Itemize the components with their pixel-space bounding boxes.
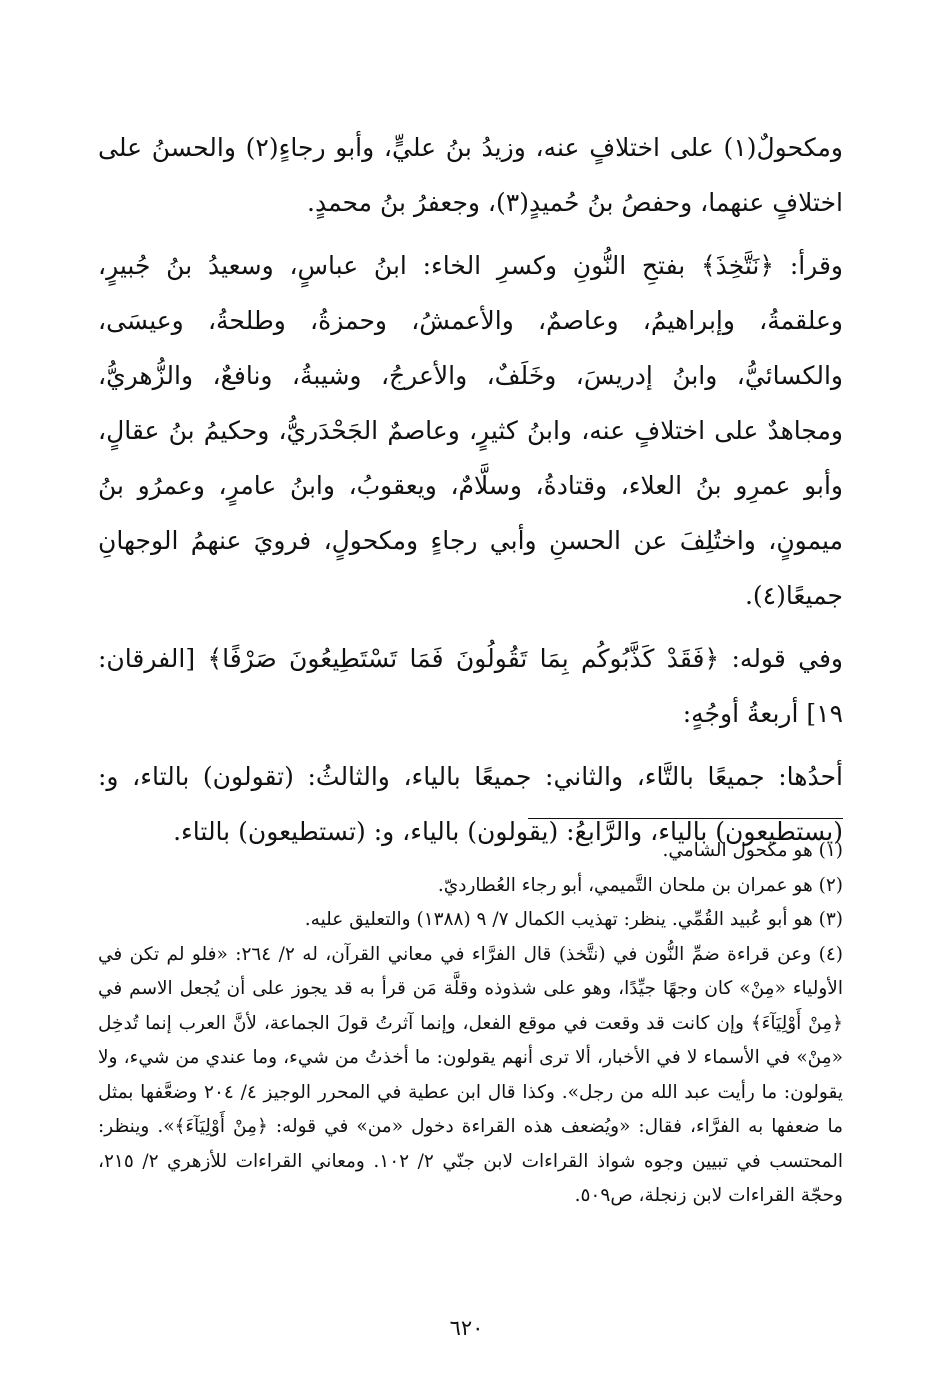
paragraph-1: ومكحولٌ(١) على اختلافٍ عنه، وزيدُ بنُ عليٍّ، وأبو رجاءٍ(٢) والحسنُ على اختلافٍ عنهما، وحفصُ بنُ حُميدٍ(٣)، وجعفرُ بنُ محمدٍ. <box>98 133 843 217</box>
footnotes <box>98 834 843 1214</box>
paragraph-4: أحدُها: جميعًا بالتَّاء، والثاني: جميعًا بالياء، والثالثُ: (تقولون) بالتاء، و: (يستطيعون) بالياء، والرَّابعُ: (يقولون) بالياء، و: (تستطيعون) بالتاء. <box>98 762 843 846</box>
paragraph-3: وفي قوله: ﴿فَقَدْ كَذَّبُوكُم بِمَا تَقُولُونَ فَمَا تَسْتَطِيعُونَ صَرْفًا﴾ [الفرقان: ١٩] أربعةُ أوجُهٍ: <box>98 644 843 728</box>
footnote-divider <box>528 818 843 819</box>
footnote-4: (٤) وعن قراءة ضمِّ النُّون في (نتَّخذ) قال الفرَّاء في معاني القرآن، له ٢/ ٢٦٤: «فلو لم تكن في الأولياء «مِنْ» كان وجهًا جيِّدًا، وهو على شذوذه وقلَّة مَن قرأ به قد يجوز على أن يُجعل الاسم في ﴿مِنْ أَوْلِيَآءَ﴾ وإن كانت قد وقعت في موقع الفعل، وإنما آثرتُ قولَ الجماعة، لأنَّ العرب إنما تُدخِل «مِنْ» في الأسماء لا في الأخبار، ألا ترى أنهم يقولون: ما أخذتُ من شيء، وما عندي من شيء، ولا يقولون: ما رأيت عبد الله من رجل». وكذا قال ابن عطية في المحرر الوجيز ٤/ ٢٠٤ وضعَّفها بمثل ما ضعفها به الفرَّاء، فقال: «ويُضعف هذه القراءة دخول «من» في قوله: ﴿مِنْ أَوْلِيَآءَ﴾». وينظر: المحتسب في تبيين وجوه شواذ القراءات لابن جنّي ٢/ ١٠٢. ومعاني القراءات للأزهري ٢/ ٢١٥، وحجّة القراءات لابن زنجلة، ص٥٠٩. <box>98 943 843 1206</box>
footnote-1: (١) هو مكحول الشامي. <box>662 840 843 861</box>
paragraph-2: وقرأ: ﴿نَتَّخِذَ﴾ بفتحِ النُّونِ وكسرِ الخاء: ابنُ عباسٍ، وسعيدُ بنُ جُبيرٍ، وعلقمةُ، وإبراهيمُ، وعاصمٌ، والأعمشُ، وحمزةُ، وطلحةُ، وعيسَى، والكسائيُّ، وابنُ إدريسَ، وخَلَفٌ، والأعرجُ، وشيبةُ، ونافعٌ، والزُّهريُّ، ومجاهدٌ على اختلافٍ عنه، وابنُ كثيرٍ، وعاصمٌ الجَحْدَريُّ، وحكيمُ بنُ عقالٍ، وأبو عمرِو بنُ العلاء، وقتادةُ، وسلَّامٌ، ويعقوبُ، وابنُ عامرٍ، وعمرُو بنُ ميمونٍ، واختُلِفَ عن الحسنِ وأبي رجاءٍ ومكحولٍ، فرويَ عنهمُ الوجهانِ جميعًا(٤). <box>98 251 844 610</box>
footnote-3: (٣) هو أبو عُبيد القُمِّي. ينظر: تهذيب الكمال ٧/ ٩ (١٣٨٨) والتعليق عليه. <box>304 909 843 930</box>
main-body-text <box>98 120 843 867</box>
page-number: ٦٢٠ <box>449 1316 484 1340</box>
footnote-2: (٢) هو عمران بن ملحان التَّميمي، أبو رجاء العُطارديّ. <box>437 874 843 896</box>
